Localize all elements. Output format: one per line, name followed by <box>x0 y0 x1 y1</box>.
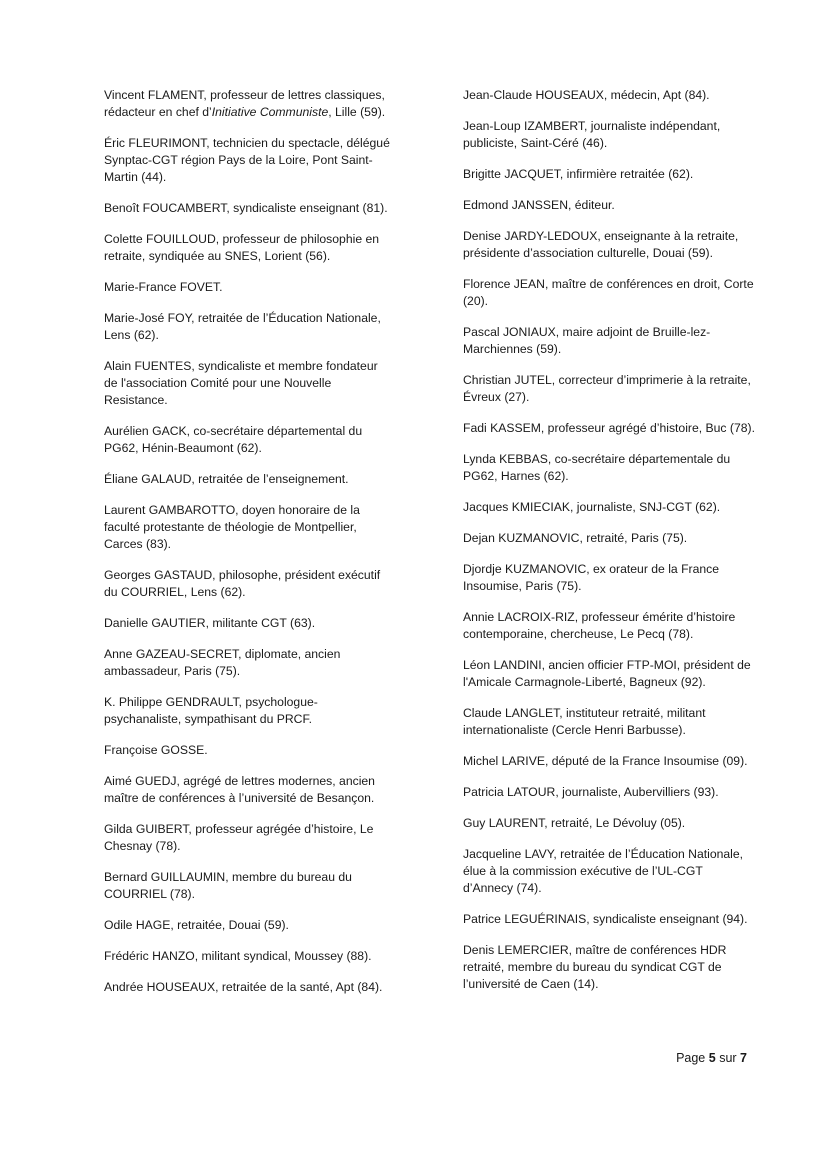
signatory-entry <box>104 310 394 344</box>
signatory-text: Djordje KUZMANOVIC, ex orateur de la France Insoumise, Paris (75). <box>463 562 720 593</box>
signatory-text: Guy LAURENT, retraité, Le Dévoluy (05). <box>463 816 686 830</box>
signatory-entry <box>104 423 394 457</box>
signatory-entry <box>463 118 755 152</box>
signatory-text: Jean-Claude HOUSEAUX, médecin, Apt (84). <box>463 88 710 102</box>
signatory-text: Colette FOUILLOUD, professeur de philosophie en retraite, syndiquée au SNES, Lorient (56). <box>104 232 380 263</box>
signatory-entry <box>104 773 394 807</box>
signatory-text: Dejan KUZMANOVIC, retraité, Paris (75). <box>463 531 688 545</box>
signatory-text: Françoise GOSSE. <box>104 743 208 757</box>
signatory-text: Odile HAGE, retraitée, Douai (59). <box>104 918 289 932</box>
signatory-text: Denise JARDY-LEDOUX, enseignante à la retraite, présidente d’association culturelle, Douai (59). <box>463 229 739 260</box>
signatory-text: Marie-France FOVET. <box>104 280 223 294</box>
signatory-text: Lynda KEBBAS, co-secrétaire départementale du PG62, Harnes (62). <box>463 452 731 483</box>
signatory-text: Frédéric HANZO, militant syndical, Moussey (88). <box>104 949 372 963</box>
right-column <box>463 87 755 1007</box>
total-pages: 7 <box>740 1051 747 1065</box>
signatory-text: Gilda GUIBERT, professeur agrégée d’histoire, Le Chesnay (78). <box>104 822 374 853</box>
signatory-text: Christian JUTEL, correcteur d’imprimerie à la retraite, Évreux (27). <box>463 373 751 404</box>
signatory-entry <box>104 869 394 903</box>
signatory-entry <box>104 821 394 855</box>
signatory-text: Vincent FLAMENT, professeur de lettres classiques, rédacteur en chef d’ <box>104 88 385 119</box>
signatory-text: K. Philippe GENDRAULT, psychologue-psychanaliste, sympathisant du PRCF. <box>104 695 318 726</box>
signatory-text: Patrice LEGUÉRINAIS, syndicaliste enseignant (94). <box>463 912 748 926</box>
signatory-text: Éliane GALAUD, retraitée de l’enseignement. <box>104 472 349 486</box>
signatory-entry <box>463 609 755 643</box>
signatory-entry <box>463 657 755 691</box>
signatory-text: Edmond JANSSEN, éditeur. <box>463 198 615 212</box>
signatory-text: Andrée HOUSEAUX, retraitée de la santé, Apt (84). <box>104 980 383 994</box>
signatory-text: Annie LACROIX-RIZ, professeur émérite d’histoire contemporaine, chercheuse, Le Pecq (78). <box>463 610 736 641</box>
signatory-entry <box>104 358 394 409</box>
signatory-entry <box>104 615 394 632</box>
signatory-entry <box>104 135 394 186</box>
signatory-entry <box>104 502 394 553</box>
signatory-entry <box>463 846 755 897</box>
signatory-text: Pascal JONIAUX, maire adjoint de Bruille-lez-Marchiennes (59). <box>463 325 711 356</box>
signatory-entry <box>104 200 394 217</box>
signatory-entry <box>463 420 755 437</box>
signatory-entry <box>104 471 394 488</box>
signatory-text: Alain FUENTES, syndicaliste et membre fondateur de l'association Comité pour une Nouvelle Resistance. <box>104 359 378 407</box>
signatory-text: Anne GAZEAU-SECRET, diplomate, ancien ambassadeur, Paris (75). <box>104 647 341 678</box>
signatory-entry <box>104 567 394 601</box>
signatory-text: Aimé GUEDJ, agrégé de lettres modernes, ancien maître de conférences à l’université de Besançon. <box>104 774 375 805</box>
signatory-entry <box>463 705 755 739</box>
signatory-text: Léon LANDINI, ancien officier FTP-MOI, président de l'Amicale Carmagnole-Liberté, Bagneux (92). <box>463 658 751 689</box>
signatory-text: Brigitte JACQUET, infirmière retraitée (62). <box>463 167 694 181</box>
of-label: sur <box>719 1051 737 1065</box>
signatory-entry <box>463 451 755 485</box>
signatory-text: Patricia LATOUR, journaliste, Aubervilliers (93). <box>463 785 719 799</box>
signatory-text: Fadi KASSEM, professeur agrégé d’histoire, Buc (78). <box>463 421 755 435</box>
signatory-text: Jacques KMIECIAK, journaliste, SNJ-CGT (62). <box>463 500 721 514</box>
signatory-text: Claude LANGLET, instituteur retraité, militant internationaliste (Cercle Henri Barbusse). <box>463 706 706 737</box>
signatory-entry <box>104 742 394 759</box>
signatory-entry <box>463 815 755 832</box>
signatory-entry <box>463 530 755 547</box>
signatory-entry <box>104 646 394 680</box>
signatory-entry <box>104 87 394 121</box>
signatory-entry <box>104 979 394 996</box>
signatory-text: Marie-José FOY, retraitée de l’Éducation Nationale, Lens (62). <box>104 311 381 342</box>
signatory-text: Bernard GUILLAUMIN, membre du bureau du COURRIEL (78). <box>104 870 352 901</box>
signatory-entry <box>463 499 755 516</box>
signatory-entry <box>463 561 755 595</box>
page-number: 5 <box>708 1051 716 1065</box>
signatory-entry <box>463 324 755 358</box>
signatory-entry <box>463 166 755 183</box>
signatory-entry <box>463 276 755 310</box>
signatory-entry <box>104 231 394 265</box>
signatory-entry <box>463 942 755 993</box>
signatory-text: Danielle GAUTIER, militante CGT (63). <box>104 616 316 630</box>
signatory-text: Benoît FOUCAMBERT, syndicaliste enseignant (81). <box>104 201 388 215</box>
signatory-entry <box>104 948 394 965</box>
signatory-entry <box>463 911 755 928</box>
page-footer <box>676 1051 747 1065</box>
signatory-text: Jacqueline LAVY, retraitée de l’Éducation Nationale, élue à la commission exécutive de l’UL-CGT d’Annecy (74). <box>463 847 744 895</box>
signatory-entry <box>463 197 755 214</box>
signatory-text: Laurent GAMBAROTTO, doyen honoraire de la faculté protestante de théologie de Montpellier, Carces (83). <box>104 503 360 551</box>
signatory-entry <box>463 228 755 262</box>
signatory-entry <box>463 372 755 406</box>
signatory-text-tail: , Lille (59). <box>328 105 386 119</box>
signatory-text: Denis LEMERCIER, maître de conférences HDR retraité, membre du bureau du syndicat CGT de l’université de Caen (14). <box>463 943 727 991</box>
signatory-entry <box>104 917 394 934</box>
signatory-text: Jean-Loup IZAMBERT, journaliste indépendant, publiciste, Saint-Céré (46). <box>463 119 721 150</box>
signatory-entry <box>463 87 755 104</box>
signatory-text: Aurélien GACK, co-secrétaire départemental du PG62, Hénin-Beaumont (62). <box>104 424 363 455</box>
signatory-text: Éric FLEURIMONT, technicien du spectacle, délégué Synptac-CGT région Pays de la Loire, Pont Saint-Martin (44). <box>104 136 390 184</box>
publication-title: Initiative Communiste <box>211 105 329 119</box>
left-column <box>104 87 394 1010</box>
signatory-text: Georges GASTAUD, philosophe, président exécutif du COURRIEL, Lens (62). <box>104 568 381 599</box>
signatory-entry <box>463 784 755 801</box>
page-label: Page <box>676 1051 706 1065</box>
signatory-text: Michel LARIVE, député de la France Insoumise (09). <box>463 754 748 768</box>
signatory-text: Florence JEAN, maître de conférences en droit, Corte (20). <box>463 277 754 308</box>
signatory-entry <box>104 694 394 728</box>
signatory-entry <box>104 279 394 296</box>
signatory-entry <box>463 753 755 770</box>
